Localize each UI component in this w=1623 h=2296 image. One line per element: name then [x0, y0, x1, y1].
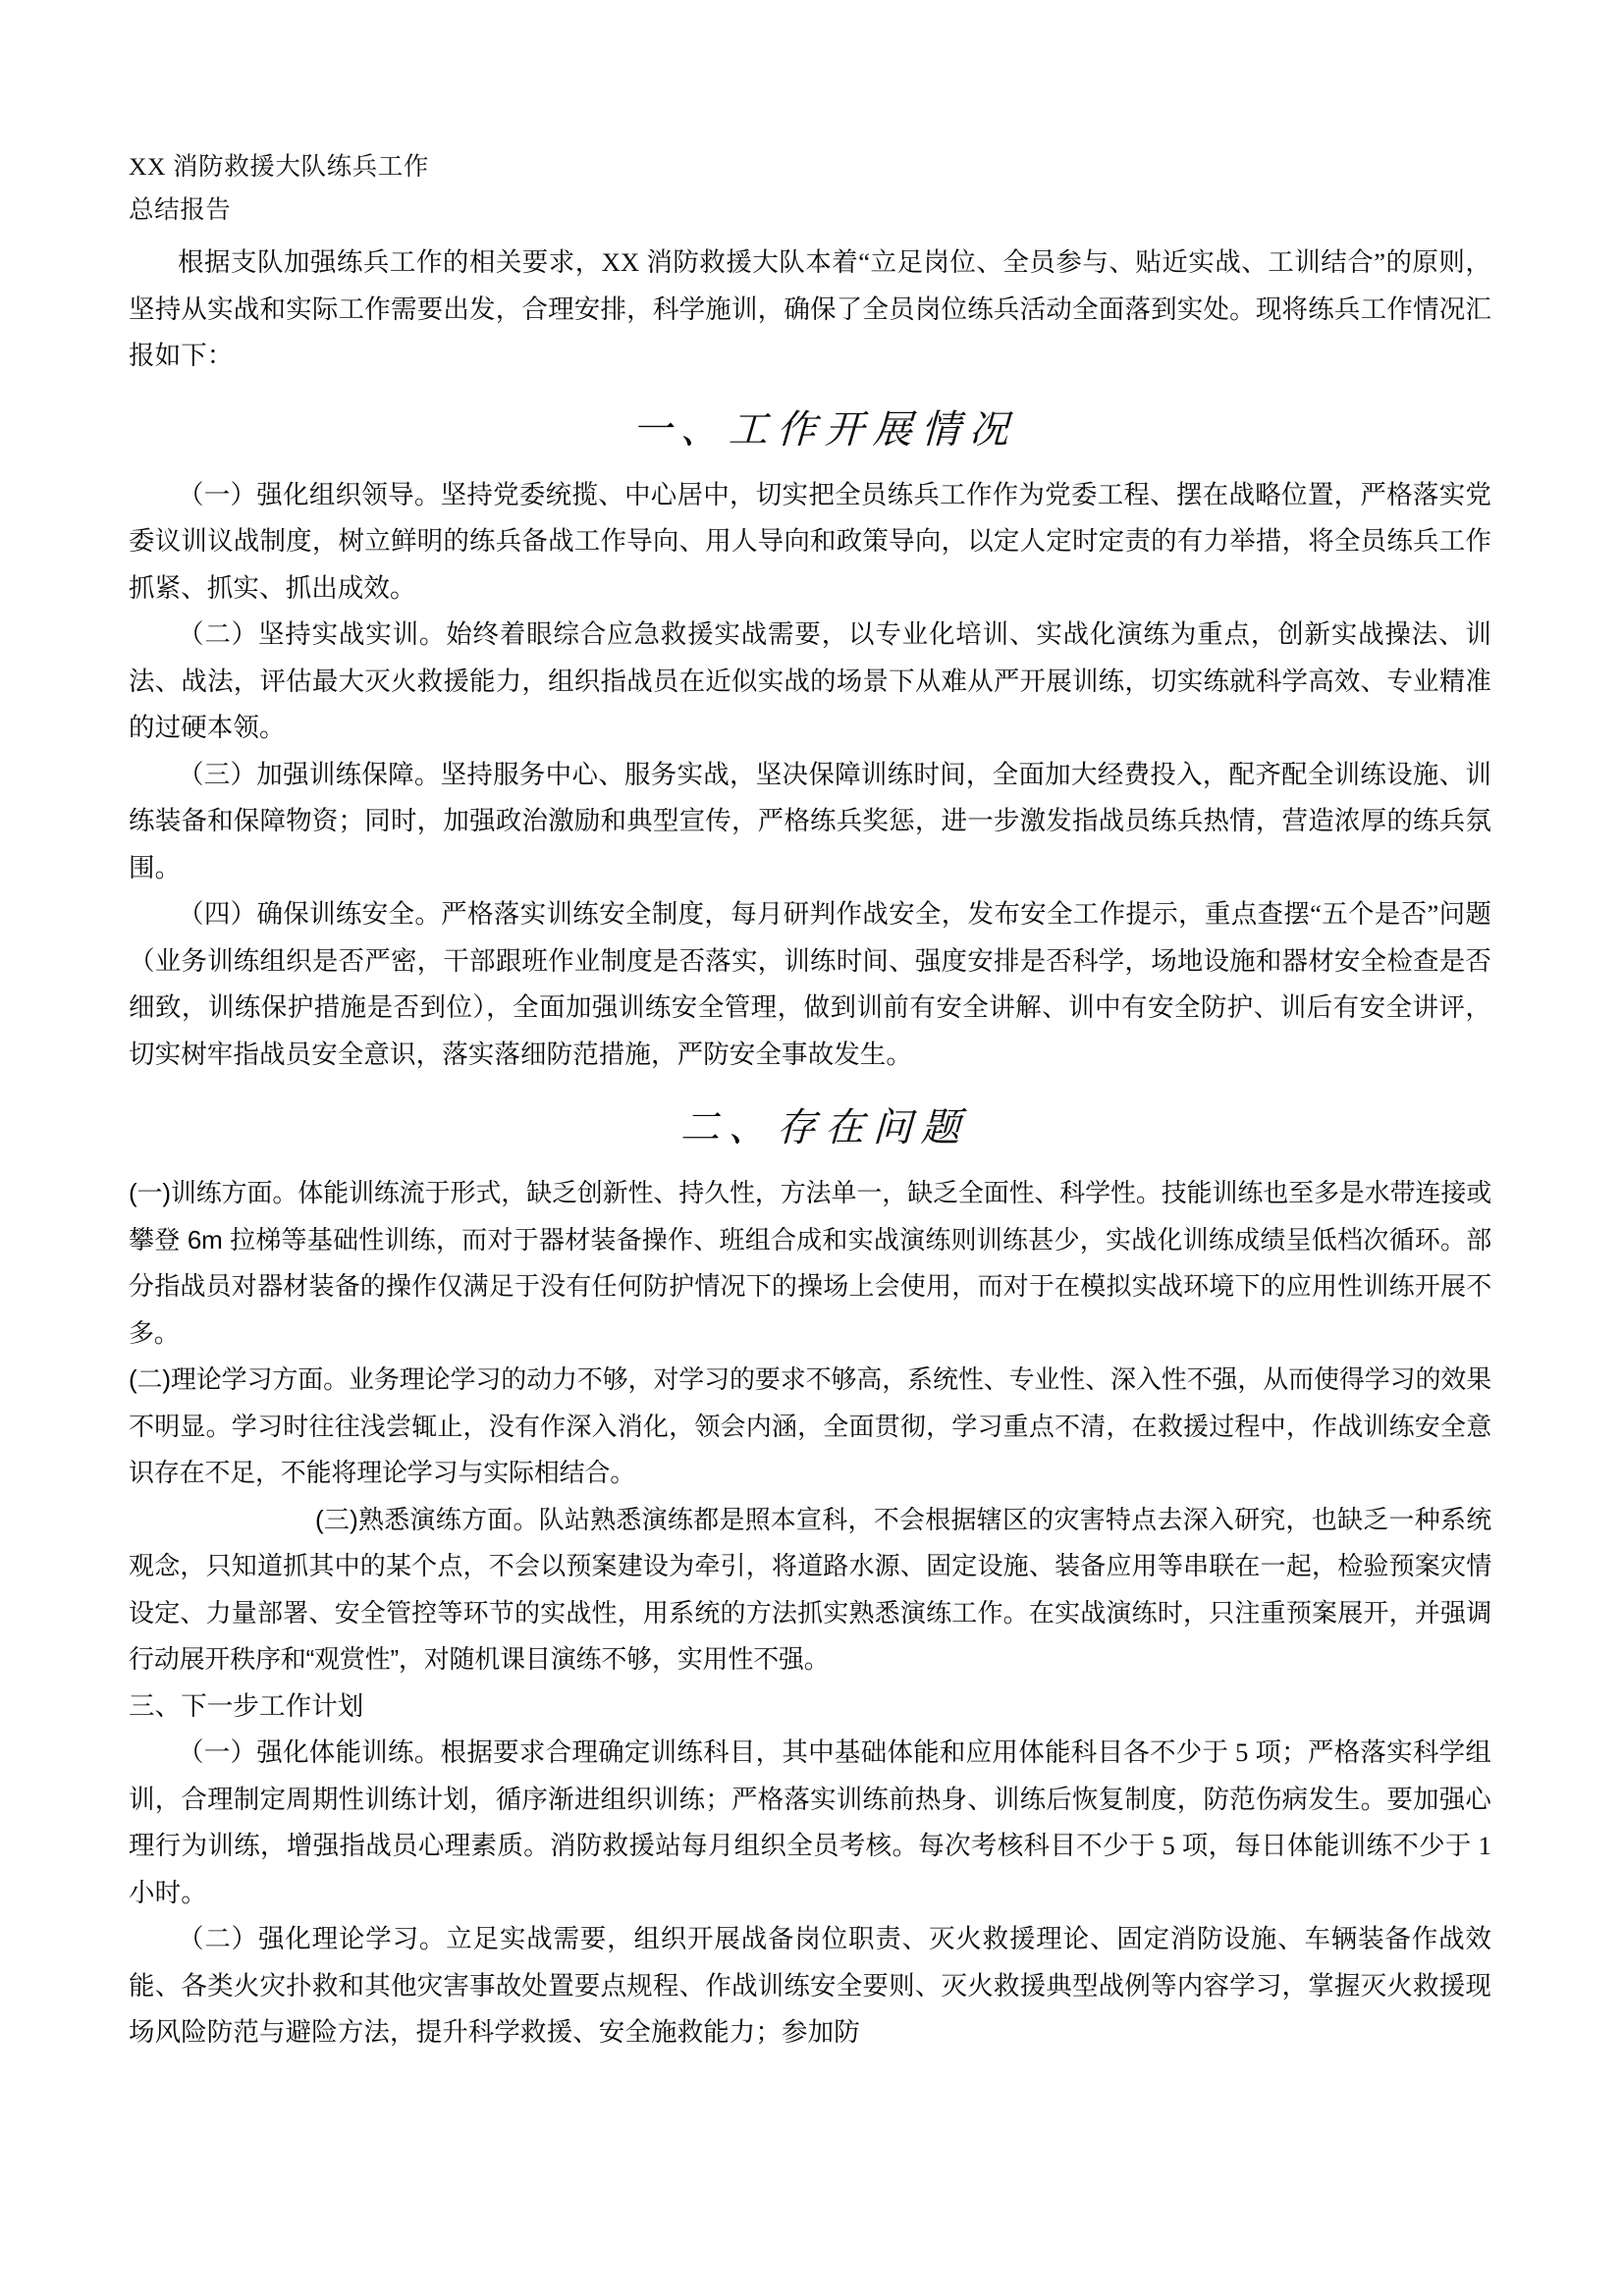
section-heading-1: 一、工作开展情况 — [631, 406, 1018, 452]
section-1-paragraph-4: （四）确保训练安全。严格落实训练安全制度，每月研判作战安全，发布安全工作提示，重点查摆“五个是否”问题（业务训练组织是否严密，干部跟班作业制度是否落实，训练时间、强度安排是否科学，场地设施和器材安全检查是否细致，训练保护措施是否到位），全面加强训练安全管理，做到训前有安全讲解、训中有安全防护、训后有安全讲评，切实树牢指战员安全意识，落实落细防范措施，严防安全事故发生。 — [129, 899, 1491, 1069]
section-1-paragraph-3: （三）加强训练保障。坚持服务中心、服务实战，坚决保障训练时间，全面加大经费投入，配齐配全训练设施、训练装备和保障物资；同时，加强政治激励和典型宣传，严格练兵奖惩，进一步激发指战员练兵热情，营造浓厚的练兵氛围。 — [129, 759, 1491, 882]
document-body — [129, 145, 1491, 2056]
section-2-paragraph-2: (二)理论学习方面。业务理论学习的动力不够，对学习的要求不够高，系统性、专业性、深入性不强，从而使得学习的效果不明显。学习时往往浅尝辄止，没有作深入消化，领会内涵，全面贯彻，学习重点不清，在救援过程中，作战训练安全意识存在不足，不能将理论学习与实际相结合。 — [129, 1364, 1491, 1487]
section-1-paragraph-2: （二）坚持实战实训。始终着眼综合应急救援实战需要，以专业化培训、实战化演练为重点，创新实战操法、训法、战法，评估最大灭火救援能力，组织指战员在近似实战的场景下从难从严开展训练，切实练就科学高效、专业精准的过硬本领。 — [129, 619, 1491, 742]
document-title-line-1: XX 消防救援大队练兵工作 — [129, 152, 430, 181]
section-2-paragraph-1: (一)训练方面。体能训练流于形式，缺乏创新性、持久性，方法单一，缺乏全面性、科学性。技能训练也至多是水带连接或攀登 6m 拉梯等基础性训练，而对于器材装备操作、班组合成和实战演练则训练甚少，实战化训练成绩呈低档次循环。部分指战员对器材装备的操作仅满足于没有任何防护情况下的操场上会使用，而对于在模拟实战环境下的应用性训练开展不多。 — [129, 1178, 1491, 1348]
document-title — [129, 145, 1491, 232]
section-2-paragraph-3: (三)熟悉演练方面。队站熟悉演练都是照本宣科，不会根据辖区的灾害特点去深入研究，也缺乏一种系统观念，只知道抓其中的某个点，不会以预案建设为牵引，将道路水源、固定设施、装备应用等串联在一起，检验预案灾情设定、力量部署、安全管控等环节的实战性，用系统的方法抓实熟悉演练工作。在实战演练时，只注重预案展开，并强调行动展开秩序和“观赏性”，对随机课目演练不够，实用性不强。 — [129, 1504, 1491, 1674]
section-3-paragraph-2: （二）强化理论学习。立足实战需要，组织开展战备岗位职责、灭火救援理论、固定消防设施、车辆装备作战效能、各类火灾扑救和其他灾害事故处置要点规程、作战训练安全要则、灭火救援典型战例等内容学习，掌握灭火救援现场风险防范与避险方法，提升科学救援、安全施救能力；参加防 — [129, 1924, 1491, 2047]
section-3-paragraph-1: （一）强化体能训练。根据要求合理确定训练科目，其中基础体能和应用体能科目各不少于 5 项；严格落实科学组训，合理制定周期性训练计划，循序渐进组织训练；严格落实训练前热身、训练后恢复制度，防范伤病发生。要加强心理行为训练，增强指战员心理素质。消防救援站每月组织全员考核。每次考核科目不少于 5 项，每日体能训练不少于 1 小时。 — [129, 1737, 1491, 1907]
section-heading-3: 三、下一步工作计划 — [129, 1690, 364, 1721]
document-title-line-2: 总结报告 — [129, 195, 232, 224]
section-heading-2: 二、存在问题 — [679, 1105, 970, 1149]
section-1-paragraph-1: （一）强化组织领导。坚持党委统揽、中心居中，切实把全员练兵工作作为党委工程、摆在战略位置，严格落实党委议训议战制度，树立鲜明的练兵备战工作导向、用人导向和政策导向，以定人定时定责的有力举措，将全员练兵工作抓紧、抓实、抓出成效。 — [129, 479, 1491, 603]
intro-paragraph: 根据支队加强练兵工作的相关要求，XX 消防救援大队本着“立足岗位、全员参与、贴近实战、工训结合”的原则，坚持从实战和实际工作需要出发，合理安排，科学施训，确保了全员岗位练兵活动全面落到实处。现将练兵工作情况汇报如下： — [129, 247, 1491, 370]
